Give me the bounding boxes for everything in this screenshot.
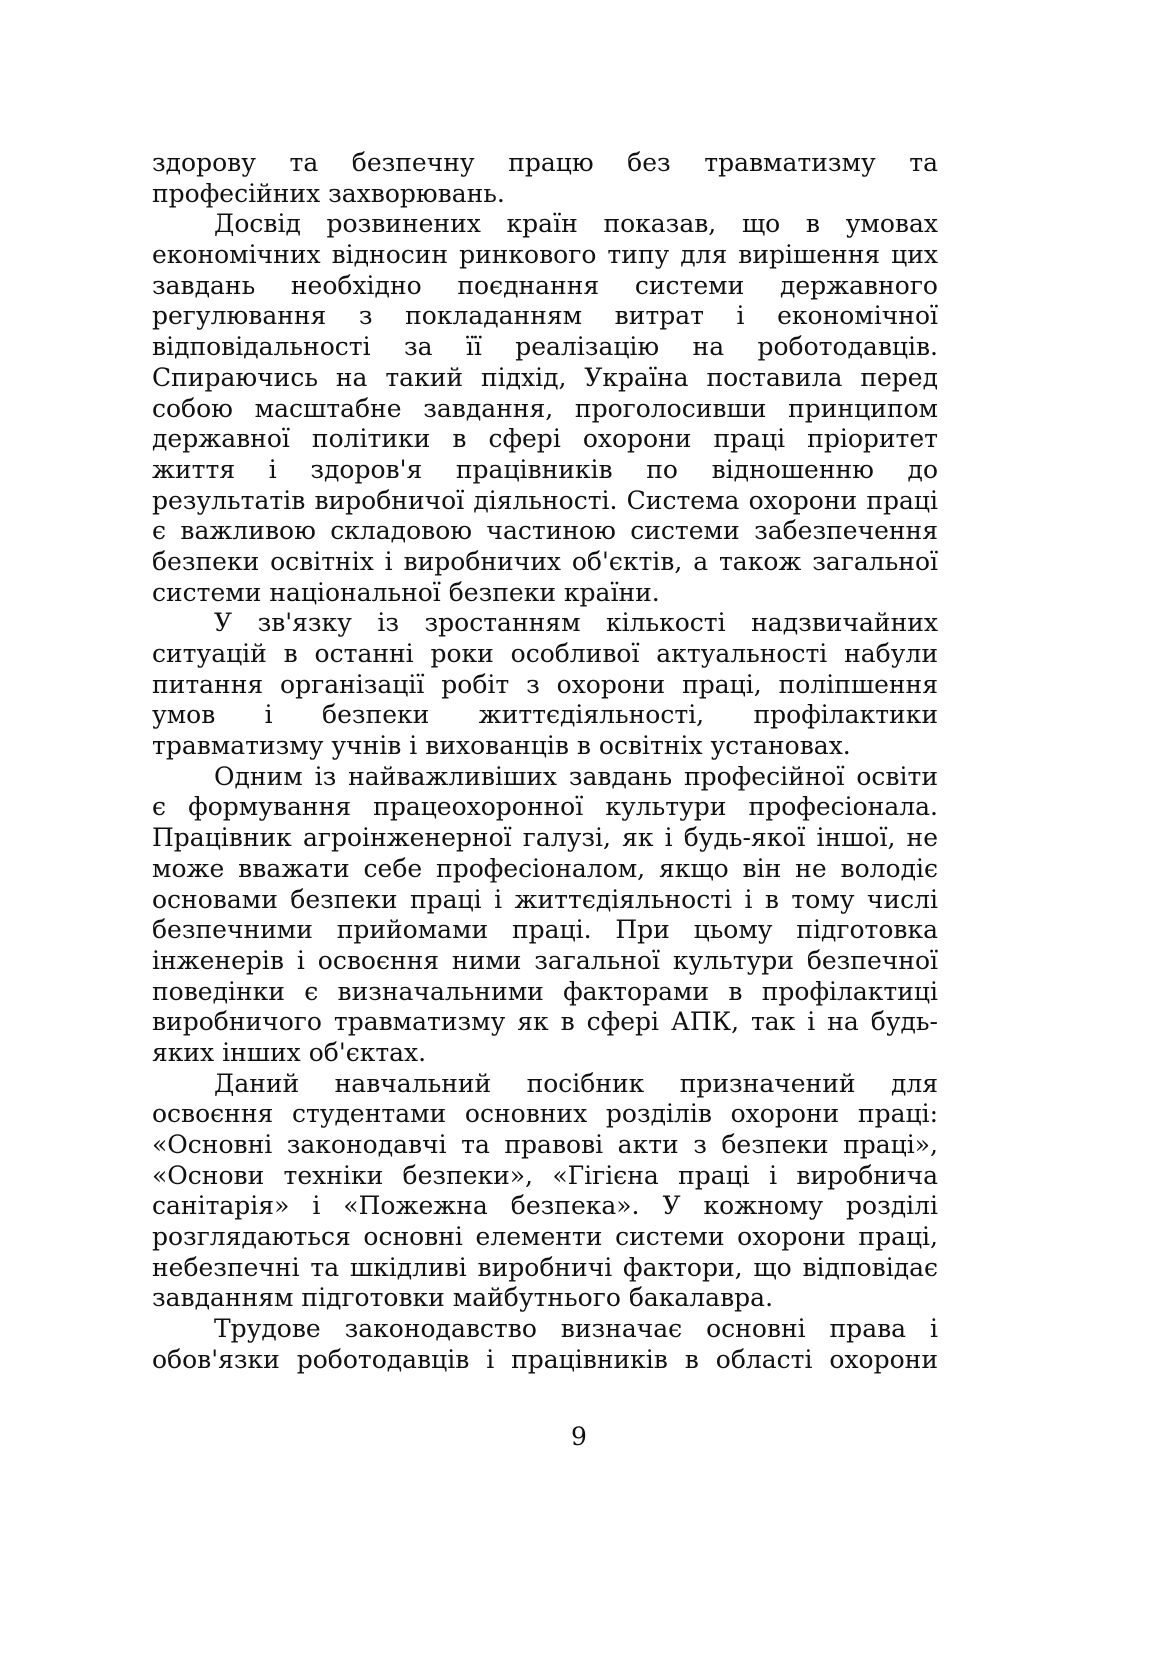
- text-line: економічних відносин ринкового типу для вирішення цих: [152, 240, 938, 270]
- paragraph: [152, 209, 938, 608]
- text-line: безпечними прийомами праці. При цьому підготовка: [152, 915, 938, 945]
- paragraph: [152, 608, 938, 761]
- text-line: є важливою складовою частиною системи забезпечення: [152, 516, 938, 546]
- text-line: «Основи техніки безпеки», «Гігієна праці і виробнича: [152, 1160, 938, 1190]
- text-line: завдань необхідно поєднання системи державного: [152, 270, 938, 300]
- text-line: освоєння студентами основних розділів охорони праці:: [152, 1099, 938, 1129]
- text-line: У зв'язку із зростанням кількості надзвичайних: [214, 608, 938, 638]
- text-line: травматизму учнів і вихованців в освітніх установах.: [152, 731, 851, 761]
- text-line: завданням підготовки майбутнього бакалавра.: [152, 1283, 774, 1313]
- text-line: Одним із найважливіших завдань професійної освіти: [214, 761, 938, 791]
- paragraph: [152, 148, 938, 209]
- paragraph: [152, 1314, 938, 1375]
- body-text: [152, 148, 938, 1376]
- text-line: є формування працеохоронної культури професіонала.: [152, 792, 938, 822]
- text-line: може вважати себе професіоналом, якщо він не володіє: [152, 853, 938, 883]
- text-line: відповідальності за її реалізацію на роботодавців.: [152, 332, 938, 362]
- text-line: інженерів і освоєння ними загальної культури безпечної: [152, 945, 938, 975]
- text-line: основами безпеки праці і життєдіяльності і в тому числі: [152, 884, 938, 914]
- text-line: «Основні законодавчі та правові акти з безпеки праці»,: [152, 1130, 938, 1159]
- text-line: життя і здоров'я працівників по відношенню до: [152, 454, 938, 484]
- text-line: системи національної безпеки країни.: [152, 577, 660, 607]
- text-line: Спираючись на такий підхід, Україна поставила перед: [152, 362, 938, 392]
- text-line: Трудове законодавство визначає основні права і: [214, 1314, 938, 1344]
- text-line: обов'язки роботодавців і працівників в області охорони: [152, 1344, 938, 1374]
- text-line: собою масштабне завдання, проголосивши принципом: [152, 393, 938, 423]
- text-line: умов і безпеки життєдіяльності, профілактики: [152, 700, 938, 730]
- page-number: 9: [571, 1422, 587, 1451]
- text-line: питання організації робіт з охорони праці, поліпшення: [152, 669, 938, 699]
- text-line: професійних захворювань.: [152, 178, 505, 208]
- text-line: небезпечні та шкідливі виробничі фактори, що відповідає: [152, 1252, 938, 1282]
- text-line: поведінки є визначальними факторами в профілактиці: [152, 976, 938, 1006]
- text-line: яких інших об'єктах.: [152, 1037, 427, 1067]
- text-line: Даний навчальний посібник призначений для: [214, 1068, 938, 1098]
- text-line: регулювання з покладанням витрат і економічної: [152, 301, 938, 331]
- text-line: результатів виробничої діяльності. Система охорони праці: [152, 485, 938, 515]
- text-line: здорову та безпечну працю без травматизму та: [152, 148, 938, 177]
- text-line: Працівник агроінженерної галузі, як і будь-якої іншої, не: [152, 823, 938, 853]
- text-line: безпеки освітніх і виробничих об'єктів, а також загальної: [152, 546, 938, 576]
- text-line: виробничого травматизму як в сфері АПК, так і на будь-: [152, 1007, 938, 1037]
- paragraph: [152, 1069, 938, 1315]
- text-line: ситуацій в останні роки особливої актуальності набули: [152, 639, 938, 668]
- text-line: розглядаються основні елементи системи охорони праці,: [152, 1222, 938, 1252]
- text-line: державної політики в сфері охорони праці пріоритет: [152, 424, 938, 454]
- text-line: санітарія» і «Пожежна безпека». У кожному розділі: [152, 1191, 938, 1221]
- text-line: Досвід розвинених країн показав, що в умовах: [214, 209, 938, 239]
- paragraph: [152, 762, 938, 1069]
